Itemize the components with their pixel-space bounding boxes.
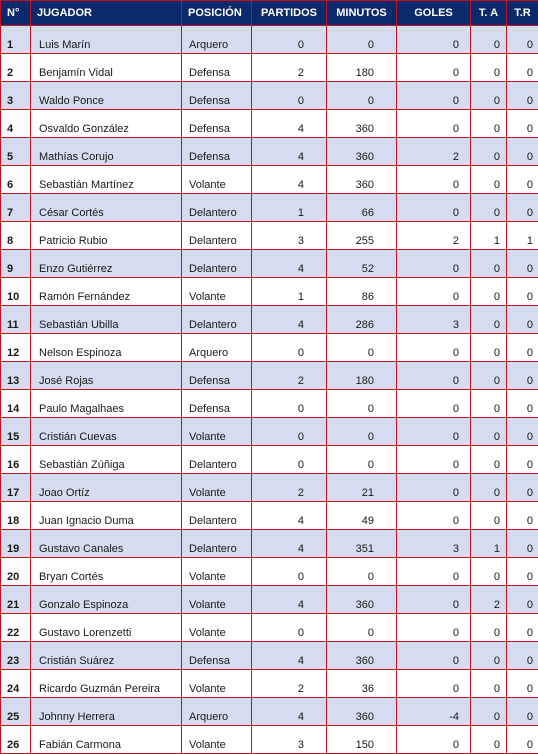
cell-yellow-cards: 0 <box>471 698 507 726</box>
table-row <box>1 558 538 586</box>
cell-player: Sebastián Ubilla <box>31 306 182 334</box>
cell-red-cards: 0 <box>507 614 538 642</box>
cell-number: 5 <box>1 138 31 166</box>
cell-red-cards: 0 <box>507 558 538 586</box>
cell-goals: 0 <box>397 166 471 194</box>
table-row <box>1 502 538 530</box>
cell-red-cards: 0 <box>507 194 538 222</box>
cell-matches: 0 <box>252 26 327 54</box>
table-header <box>1 1 538 26</box>
cell-goals: 0 <box>397 726 471 754</box>
cell-number: 25 <box>1 698 31 726</box>
cell-goals: 3 <box>397 306 471 334</box>
cell-player: Juan Ignacio Duma <box>31 502 182 530</box>
cell-matches: 2 <box>252 474 327 502</box>
cell-position: Delantero <box>182 446 252 474</box>
cell-matches: 4 <box>252 586 327 614</box>
cell-goals: 0 <box>397 586 471 614</box>
cell-goals: 0 <box>397 418 471 446</box>
cell-minutes: 52 <box>327 250 397 278</box>
cell-minutes: 0 <box>327 446 397 474</box>
cell-position: Delantero <box>182 530 252 558</box>
cell-goals: 0 <box>397 390 471 418</box>
cell-minutes: 0 <box>327 558 397 586</box>
cell-yellow-cards: 0 <box>471 474 507 502</box>
table-row <box>1 138 538 166</box>
cell-matches: 0 <box>252 614 327 642</box>
cell-matches: 3 <box>252 222 327 250</box>
cell-red-cards: 0 <box>507 278 538 306</box>
cell-number: 7 <box>1 194 31 222</box>
cell-number: 21 <box>1 586 31 614</box>
cell-goals: 0 <box>397 54 471 82</box>
cell-player: Bryan Cortés <box>31 558 182 586</box>
cell-minutes: 0 <box>327 614 397 642</box>
cell-player: Waldo Ponce <box>31 82 182 110</box>
cell-minutes: 180 <box>327 362 397 390</box>
cell-yellow-cards: 0 <box>471 418 507 446</box>
cell-minutes: 255 <box>327 222 397 250</box>
cell-yellow-cards: 0 <box>471 166 507 194</box>
cell-number: 2 <box>1 54 31 82</box>
cell-red-cards: 0 <box>507 530 538 558</box>
table-row <box>1 250 538 278</box>
cell-yellow-cards: 0 <box>471 138 507 166</box>
cell-number: 15 <box>1 418 31 446</box>
cell-goals: -4 <box>397 698 471 726</box>
cell-minutes: 49 <box>327 502 397 530</box>
cell-minutes: 36 <box>327 670 397 698</box>
cell-red-cards: 0 <box>507 110 538 138</box>
cell-minutes: 351 <box>327 530 397 558</box>
cell-yellow-cards: 0 <box>471 278 507 306</box>
cell-minutes: 0 <box>327 334 397 362</box>
cell-yellow-cards: 0 <box>471 362 507 390</box>
cell-matches: 2 <box>252 670 327 698</box>
cell-player: Mathías Corujo <box>31 138 182 166</box>
cell-yellow-cards: 0 <box>471 390 507 418</box>
cell-minutes: 66 <box>327 194 397 222</box>
cell-red-cards: 0 <box>507 474 538 502</box>
cell-matches: 4 <box>252 530 327 558</box>
cell-minutes: 0 <box>327 418 397 446</box>
cell-yellow-cards: 0 <box>471 558 507 586</box>
cell-player: Patricio Rubio <box>31 222 182 250</box>
cell-yellow-cards: 0 <box>471 82 507 110</box>
cell-goals: 0 <box>397 26 471 54</box>
cell-minutes: 360 <box>327 138 397 166</box>
cell-number: 11 <box>1 306 31 334</box>
cell-player: Ricardo Guzmán Pereira <box>31 670 182 698</box>
cell-goals: 0 <box>397 334 471 362</box>
cell-player: Gustavo Canales <box>31 530 182 558</box>
cell-player: Gustavo Lorenzetti <box>31 614 182 642</box>
cell-matches: 4 <box>252 502 327 530</box>
table-row <box>1 474 538 502</box>
cell-position: Defensa <box>182 390 252 418</box>
cell-red-cards: 0 <box>507 306 538 334</box>
cell-minutes: 360 <box>327 110 397 138</box>
cell-goals: 2 <box>397 138 471 166</box>
cell-number: 1 <box>1 26 31 54</box>
cell-position: Arquero <box>182 698 252 726</box>
cell-position: Defensa <box>182 54 252 82</box>
cell-position: Defensa <box>182 362 252 390</box>
cell-position: Defensa <box>182 110 252 138</box>
cell-matches: 1 <box>252 194 327 222</box>
table-row <box>1 306 538 334</box>
header-player: JUGADOR <box>31 1 182 26</box>
cell-red-cards: 0 <box>507 250 538 278</box>
cell-yellow-cards: 0 <box>471 110 507 138</box>
cell-yellow-cards: 0 <box>471 670 507 698</box>
cell-position: Volante <box>182 670 252 698</box>
cell-position: Volante <box>182 474 252 502</box>
cell-number: 18 <box>1 502 31 530</box>
cell-red-cards: 0 <box>507 54 538 82</box>
cell-number: 4 <box>1 110 31 138</box>
cell-position: Delantero <box>182 194 252 222</box>
cell-player: Enzo Gutiérrez <box>31 250 182 278</box>
cell-position: Defensa <box>182 82 252 110</box>
table-row <box>1 166 538 194</box>
header-red-cards: T.R <box>507 1 538 26</box>
cell-matches: 4 <box>252 698 327 726</box>
cell-position: Volante <box>182 418 252 446</box>
cell-goals: 2 <box>397 222 471 250</box>
table-row <box>1 82 538 110</box>
cell-number: 20 <box>1 558 31 586</box>
table-row <box>1 446 538 474</box>
cell-position: Arquero <box>182 26 252 54</box>
cell-position: Volante <box>182 166 252 194</box>
cell-number: 16 <box>1 446 31 474</box>
table-row <box>1 334 538 362</box>
cell-goals: 3 <box>397 530 471 558</box>
cell-red-cards: 0 <box>507 726 538 754</box>
cell-yellow-cards: 0 <box>471 54 507 82</box>
cell-position: Volante <box>182 558 252 586</box>
cell-yellow-cards: 0 <box>471 306 507 334</box>
cell-player: Sebastián Zúñiga <box>31 446 182 474</box>
cell-player: Osvaldo González <box>31 110 182 138</box>
cell-red-cards: 0 <box>507 82 538 110</box>
cell-red-cards: 0 <box>507 334 538 362</box>
cell-minutes: 0 <box>327 26 397 54</box>
cell-position: Defensa <box>182 642 252 670</box>
cell-position: Delantero <box>182 222 252 250</box>
cell-matches: 4 <box>252 642 327 670</box>
cell-position: Volante <box>182 614 252 642</box>
header-number: N° <box>1 1 31 26</box>
cell-number: 23 <box>1 642 31 670</box>
table-row <box>1 642 538 670</box>
table-row <box>1 278 538 306</box>
cell-yellow-cards: 0 <box>471 642 507 670</box>
table-row <box>1 670 538 698</box>
cell-player: Cristián Suárez <box>31 642 182 670</box>
cell-number: 14 <box>1 390 31 418</box>
cell-position: Defensa <box>182 138 252 166</box>
cell-red-cards: 0 <box>507 26 538 54</box>
cell-goals: 0 <box>397 558 471 586</box>
cell-player: Nelson Espinoza <box>31 334 182 362</box>
cell-yellow-cards: 1 <box>471 530 507 558</box>
cell-minutes: 150 <box>327 726 397 754</box>
header-matches: PARTIDOS <box>252 1 327 26</box>
table-row <box>1 698 538 726</box>
cell-goals: 0 <box>397 446 471 474</box>
cell-yellow-cards: 1 <box>471 222 507 250</box>
cell-yellow-cards: 0 <box>471 334 507 362</box>
table-body <box>1 26 538 754</box>
cell-player: Johnny Herrera <box>31 698 182 726</box>
cell-matches: 4 <box>252 250 327 278</box>
cell-number: 24 <box>1 670 31 698</box>
cell-number: 8 <box>1 222 31 250</box>
cell-minutes: 286 <box>327 306 397 334</box>
cell-minutes: 360 <box>327 166 397 194</box>
cell-number: 19 <box>1 530 31 558</box>
cell-position: Volante <box>182 586 252 614</box>
header-row <box>1 1 538 26</box>
cell-player: César Cortés <box>31 194 182 222</box>
cell-number: 12 <box>1 334 31 362</box>
cell-red-cards: 0 <box>507 698 538 726</box>
cell-matches: 0 <box>252 82 327 110</box>
cell-position: Delantero <box>182 250 252 278</box>
cell-red-cards: 0 <box>507 166 538 194</box>
table-row <box>1 222 538 250</box>
table-row <box>1 586 538 614</box>
table-row <box>1 530 538 558</box>
cell-number: 22 <box>1 614 31 642</box>
cell-minutes: 360 <box>327 642 397 670</box>
cell-player: Benjamín Vidal <box>31 54 182 82</box>
cell-goals: 0 <box>397 110 471 138</box>
cell-matches: 0 <box>252 446 327 474</box>
cell-goals: 0 <box>397 502 471 530</box>
cell-matches: 1 <box>252 278 327 306</box>
cell-matches: 0 <box>252 390 327 418</box>
cell-number: 3 <box>1 82 31 110</box>
table-row <box>1 390 538 418</box>
cell-number: 9 <box>1 250 31 278</box>
table-row <box>1 110 538 138</box>
cell-position: Arquero <box>182 334 252 362</box>
table-row <box>1 418 538 446</box>
cell-yellow-cards: 0 <box>471 194 507 222</box>
cell-yellow-cards: 0 <box>471 446 507 474</box>
cell-matches: 2 <box>252 362 327 390</box>
cell-matches: 3 <box>252 726 327 754</box>
header-goals: GOLES <box>397 1 471 26</box>
cell-number: 17 <box>1 474 31 502</box>
cell-goals: 0 <box>397 194 471 222</box>
cell-matches: 0 <box>252 558 327 586</box>
cell-position: Volante <box>182 726 252 754</box>
cell-player: José Rojas <box>31 362 182 390</box>
cell-minutes: 0 <box>327 390 397 418</box>
cell-goals: 0 <box>397 642 471 670</box>
cell-player: Paulo Magalhaes <box>31 390 182 418</box>
cell-red-cards: 0 <box>507 390 538 418</box>
cell-goals: 0 <box>397 474 471 502</box>
table-row <box>1 362 538 390</box>
cell-goals: 0 <box>397 278 471 306</box>
cell-matches: 0 <box>252 334 327 362</box>
cell-matches: 0 <box>252 418 327 446</box>
cell-matches: 4 <box>252 110 327 138</box>
table-row <box>1 614 538 642</box>
cell-matches: 4 <box>252 166 327 194</box>
cell-position: Delantero <box>182 306 252 334</box>
header-position: POSICIÓN <box>182 1 252 26</box>
cell-player: Gonzalo Espinoza <box>31 586 182 614</box>
table-row <box>1 54 538 82</box>
cell-red-cards: 0 <box>507 362 538 390</box>
cell-red-cards: 1 <box>507 222 538 250</box>
cell-yellow-cards: 0 <box>471 726 507 754</box>
cell-matches: 4 <box>252 138 327 166</box>
cell-position: Volante <box>182 278 252 306</box>
cell-number: 13 <box>1 362 31 390</box>
cell-number: 6 <box>1 166 31 194</box>
cell-yellow-cards: 0 <box>471 502 507 530</box>
header-yellow-cards: T. A <box>471 1 507 26</box>
cell-red-cards: 0 <box>507 586 538 614</box>
cell-yellow-cards: 0 <box>471 250 507 278</box>
cell-minutes: 0 <box>327 82 397 110</box>
cell-red-cards: 0 <box>507 418 538 446</box>
cell-player: Luis Marín <box>31 26 182 54</box>
cell-goals: 0 <box>397 250 471 278</box>
cell-red-cards: 0 <box>507 670 538 698</box>
cell-yellow-cards: 0 <box>471 26 507 54</box>
cell-red-cards: 0 <box>507 446 538 474</box>
cell-red-cards: 0 <box>507 642 538 670</box>
cell-red-cards: 0 <box>507 502 538 530</box>
cell-player: Joao Ortíz <box>31 474 182 502</box>
table-row <box>1 726 538 754</box>
cell-minutes: 180 <box>327 54 397 82</box>
cell-goals: 0 <box>397 670 471 698</box>
cell-position: Delantero <box>182 502 252 530</box>
cell-goals: 0 <box>397 82 471 110</box>
cell-minutes: 21 <box>327 474 397 502</box>
cell-player: Ramón Fernández <box>31 278 182 306</box>
cell-player: Fabián Carmona <box>31 726 182 754</box>
cell-goals: 0 <box>397 614 471 642</box>
cell-matches: 2 <box>252 54 327 82</box>
cell-player: Sebastián Martínez <box>31 166 182 194</box>
cell-minutes: 360 <box>327 586 397 614</box>
cell-yellow-cards: 0 <box>471 614 507 642</box>
table-row <box>1 194 538 222</box>
cell-goals: 0 <box>397 362 471 390</box>
table-row <box>1 26 538 54</box>
cell-red-cards: 0 <box>507 138 538 166</box>
header-minutes: MINUTOS <box>327 1 397 26</box>
cell-player: Cristián Cuevas <box>31 418 182 446</box>
cell-minutes: 86 <box>327 278 397 306</box>
cell-minutes: 360 <box>327 698 397 726</box>
cell-number: 10 <box>1 278 31 306</box>
cell-yellow-cards: 2 <box>471 586 507 614</box>
cell-matches: 4 <box>252 306 327 334</box>
cell-number: 26 <box>1 726 31 754</box>
